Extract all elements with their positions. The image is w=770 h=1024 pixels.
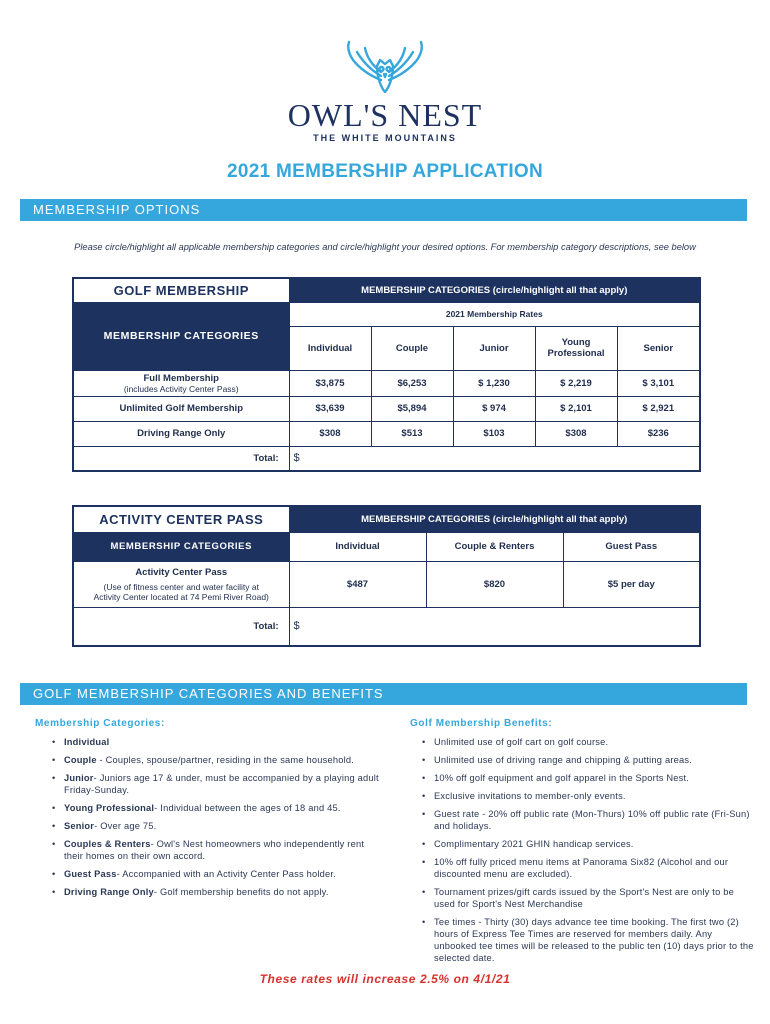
total-row: [73, 446, 700, 471]
row-label-driving-range[interactable]: Driving Range Only: [73, 421, 289, 446]
total-label: Total:: [73, 607, 289, 646]
list-item: • Unlimited use of golf cart on golf course.: [422, 736, 754, 748]
list-item: • Guest Pass- Accompanied with an Activity Center Pass holder.: [52, 868, 382, 880]
rate-cell[interactable]: $ 2,921: [617, 396, 700, 421]
row-sublabel: Activity Center located at 74 Pemi River Road): [93, 591, 269, 602]
list-item: • Couples & Renters- Owl's Nest homeowners who independently rent their homes on their own accord.: [52, 838, 382, 862]
rate-cell[interactable]: $308: [535, 421, 617, 446]
list-item: • Individual: [52, 736, 382, 748]
list-item: • Driving Range Only- Golf membership benefits do not apply.: [52, 886, 382, 898]
row-sublabel: (Use of fitness center and water facility at: [103, 581, 259, 592]
golf-total-field[interactable]: $: [289, 446, 700, 471]
rate-cell[interactable]: $5 per day: [563, 561, 700, 607]
row-label-full-membership[interactable]: [73, 370, 289, 396]
list-item: • Junior- Juniors age 17 & under, must be accompanied by a playing adult Friday-Sunday.: [52, 772, 382, 796]
list-item: • Young Professional- Individual between the ages of 18 and 45.: [52, 802, 382, 814]
col-individual[interactable]: Individual: [289, 326, 371, 370]
rate-cell[interactable]: $ 1,230: [453, 370, 535, 396]
rate-cell[interactable]: $487: [289, 561, 426, 607]
table-row: [73, 370, 700, 396]
rate-cell[interactable]: $3,639: [289, 396, 371, 421]
benefits-list: [422, 736, 754, 970]
golf-table-title: GOLF MEMBERSHIP: [73, 278, 289, 302]
total-label: Total:: [73, 446, 289, 471]
rate-cell[interactable]: $ 2,101: [535, 396, 617, 421]
rate-cell[interactable]: $3,875: [289, 370, 371, 396]
rate-cell[interactable]: $308: [289, 421, 371, 446]
logo: [0, 36, 770, 143]
list-item: • Complimentary 2021 GHIN handicap services.: [422, 838, 754, 850]
instructions: Please circle/highlight all applicable membership categories and circle/highlight your desired options. For membership category descriptions, see below: [74, 242, 696, 252]
row-label-activity-center-pass[interactable]: [73, 561, 289, 607]
col-young-professional[interactable]: Young Professional: [535, 326, 617, 370]
total-row: [73, 607, 700, 646]
activity-center-table: [72, 505, 701, 647]
owl-icon: [337, 36, 433, 96]
rate-cell[interactable]: $ 2,219: [535, 370, 617, 396]
row-label: Full Membership: [143, 372, 219, 384]
activity-table-title: ACTIVITY CENTER PASS: [73, 506, 289, 532]
rate-cell[interactable]: $820: [426, 561, 563, 607]
rate-cell[interactable]: $103: [453, 421, 535, 446]
rate-increase-note: These rates will increase 2.5% on 4/1/21: [259, 972, 511, 986]
activity-left-header: MEMBERSHIP CATEGORIES: [73, 532, 289, 561]
categories-heading: Membership Categories:: [35, 718, 165, 729]
list-item: • Exclusive invitations to member-only events.: [422, 790, 754, 802]
rate-cell[interactable]: $ 3,101: [617, 370, 700, 396]
col-couple-renters[interactable]: Couple & Renters: [426, 532, 563, 561]
rate-cell[interactable]: $5,894: [371, 396, 453, 421]
row-label: Activity Center Pass: [135, 566, 228, 578]
col-guest-pass[interactable]: Guest Pass: [563, 532, 700, 561]
golf-categories-header: MEMBERSHIP CATEGORIES (circle/highlight all that apply): [289, 278, 700, 302]
row-sublabel: (includes Activity Center Pass): [123, 383, 239, 394]
list-item: • Tournament prizes/gift cards issued by the Sport's Nest are only to be used for Sport's Nest Merchandise: [422, 886, 754, 910]
table-row: [73, 421, 700, 446]
list-item: • Unlimited use of driving range and chipping & putting areas.: [422, 754, 754, 766]
activity-categories-header: MEMBERSHIP CATEGORIES (circle/highlight all that apply): [289, 506, 700, 532]
activity-total-field[interactable]: $: [289, 607, 700, 646]
golf-rates-header: 2021 Membership Rates: [289, 302, 700, 326]
rate-cell[interactable]: $513: [371, 421, 453, 446]
categories-list: [52, 736, 382, 904]
brand-name: OWL'S NEST: [287, 97, 483, 133]
list-item: • Guest rate - 20% off public rate (Mon-Thurs) 10% off public rate (Fri-Sun) and holidays.: [422, 808, 754, 832]
golf-left-header: MEMBERSHIP CATEGORIES: [73, 302, 289, 370]
brand-tagline: THE WHITE MOUNTAINS: [313, 133, 457, 143]
rate-cell[interactable]: $236: [617, 421, 700, 446]
col-couple[interactable]: Couple: [371, 326, 453, 370]
section-membership-options: MEMBERSHIP OPTIONS: [20, 199, 747, 221]
section-golf-benefits: GOLF MEMBERSHIP CATEGORIES AND BENEFITS: [20, 683, 747, 705]
benefits-heading: Golf Membership Benefits:: [410, 718, 553, 729]
rate-cell[interactable]: $6,253: [371, 370, 453, 396]
table-row: [73, 396, 700, 421]
list-item: • Senior- Over age 75.: [52, 820, 382, 832]
list-item: • Couple - Couples, spouse/partner, residing in the same household.: [52, 754, 382, 766]
rate-cell[interactable]: $ 974: [453, 396, 535, 421]
list-item: • Tee times - Thirty (30) days advance tee time booking. The first two (2) hours of Express Tee Times are reserved for members daily. Any unbooked tee times will be released to the public ten (10) days prior to the selected date.: [422, 916, 754, 964]
col-junior[interactable]: Junior: [453, 326, 535, 370]
page-title: 2021 MEMBERSHIP APPLICATION: [226, 161, 544, 182]
col-individual[interactable]: Individual: [289, 532, 426, 561]
row-label-unlimited-golf[interactable]: Unlimited Golf Membership: [73, 396, 289, 421]
golf-membership-table: [72, 277, 701, 472]
col-senior[interactable]: Senior: [617, 326, 700, 370]
table-row: [73, 561, 700, 607]
list-item: • 10% off fully priced menu items at Panorama Six82 (Alcohol and our discounted menu are excluded).: [422, 856, 754, 880]
list-item: • 10% off golf equipment and golf apparel in the Sports Nest.: [422, 772, 754, 784]
